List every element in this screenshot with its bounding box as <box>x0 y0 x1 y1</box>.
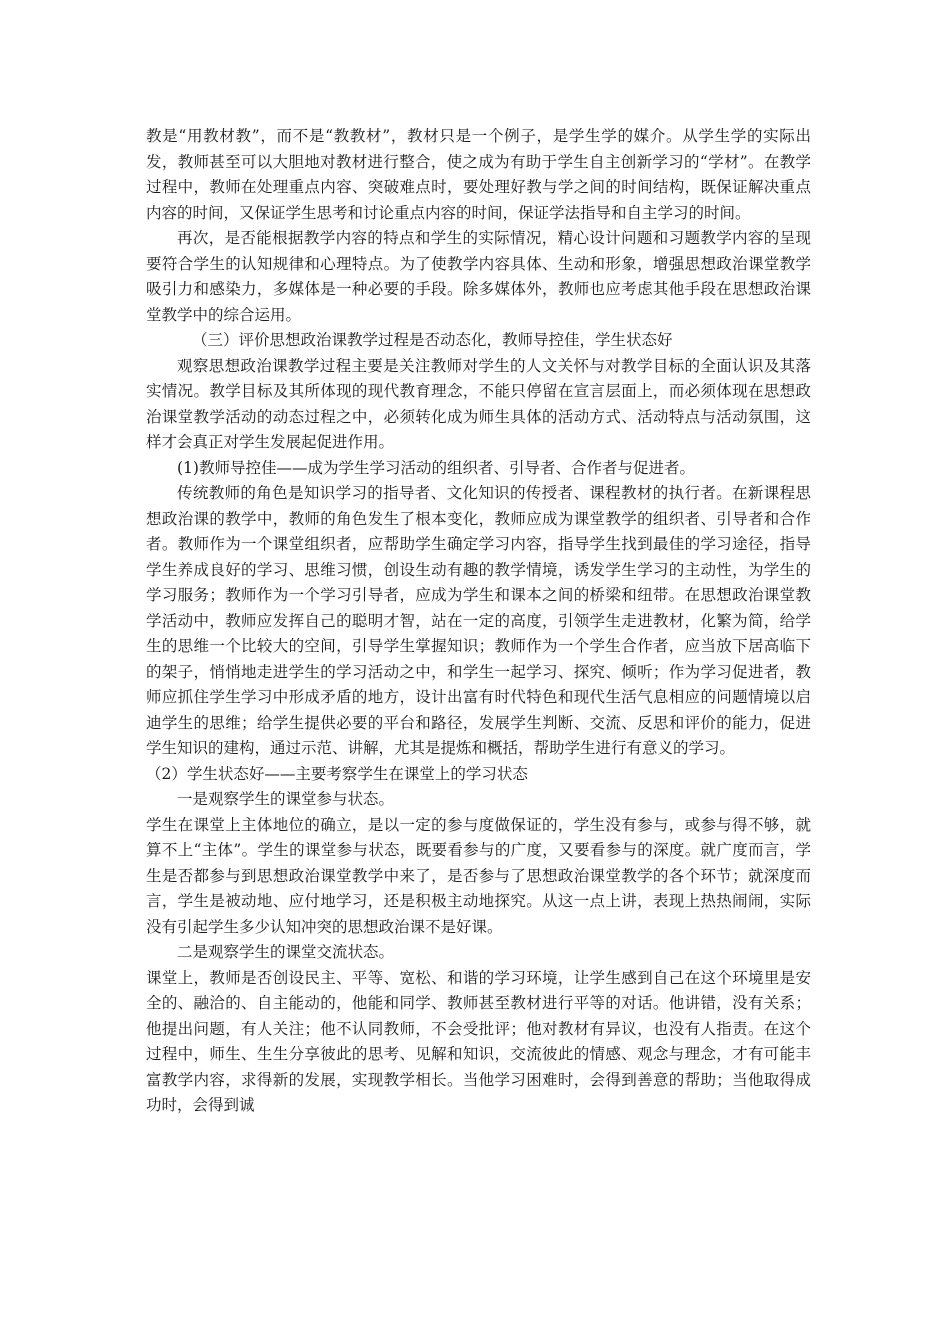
body-paragraph: 观察思想政治课教学过程主要是关注教师对学生的人文关怀与对教学目标的全面认识及其落实情况。教学目标及其所体现的现代教育理念，不能只停留在宣言层面上，而必须体现在思想政治课堂教学活动的动态过程之中，必须转化成为师生具体的活动方式、活动特点与活动氛围，这样才会真正对学生发展起促进作用。 <box>146 356 811 451</box>
subsection-heading: (1)教师导控佳——成为学生学习活动的组织者、引导者、合作者与促进者。 <box>177 458 695 477</box>
body-paragraph: 传统教师的角色是知识学习的指导者、文化知识的传授者、课程教材的执行者。在新课程思想政治课的教学中，教师的角色发生了根本变化，教师应成为课堂教学的组织者、引导者和合作者。教师作为一个课堂组织者，应帮助学生确定学习内容，指导学生找到最佳的学习途径，指导学生养成良好的学习、思维习惯，创设生动有趣的教学情境，诱发学生学习的主动性，为学生的学习服务；教师作为一个学习引导者，应成为学生和课本之间的桥梁和纽带。在思想政治课堂教学活动中，教师应发挥自己的聪明才智，站在一定的高度，引领学生走进教材，化繁为简，给学生的思维一个比较大的空间，引导学生掌握知识；教师作为一个学生合作者，应当放下居高临下的架子，悄悄地走进学生的学习活动之中，和学生一起学习、探究、倾听；作为学习促进者，教师应抓住学生学习中形成矛盾的地方，设计出富有时代特色和现代生活气息相应的问题情境以启迪学生的思维；给学生提供必要的平台和路径，发展学生判断、交流、反思和评价的能力，促进学生知识的建构，通过示范、讲解，尤其是提炼和概括，帮助学生进行有意义的学习。 <box>146 484 811 757</box>
document-page <box>146 124 811 1119</box>
point-heading: 二是观察学生的课堂交流状态。 <box>177 943 395 961</box>
body-paragraph: 课堂上，教师是否创设民主、平等、宽松、和谐的学习环境，让学生感到自己在这个环境里是安全的、融洽的、自主能动的，他能和同学、教师甚至教材进行平等的对话。他讲错，没有关系；他提出问题，有人关注；他不认同教师，不会受批评；他对教材有异议，也没有人指责。在这个过程中，师生、生生分享彼此的思考、见解和知识，交流彼此的情感、观念与理念，才有可能丰富教学内容，求得新的发展，实现教学相长。当他学习困难时，会得到善意的帮助；当他取得成功时，会得到诚 <box>146 968 811 1114</box>
subsection-heading: （2）学生状态好——主要考察学生在课堂上的学习状态 <box>146 764 528 783</box>
body-paragraph: 再次，是否能根据教学内容的特点和学生的实际情况，精心设计问题和习题教学内容的呈现要符合学生的认知规律和心理特点。为了使教学内容具体、生动和形象，增强思想政治课堂教学吸引力和感染力，多媒体是一种必要的手段。除多媒体外，教师也应考虑其他手段在思想政治课堂教学中的综合运用。 <box>146 229 811 324</box>
point-heading: 一是观察学生的课堂参与状态。 <box>177 790 395 808</box>
body-paragraph: 学生在课堂上主体地位的确立，是以一定的参与度做保证的，学生没有参与，或参与得不够，就算不上“主体”。学生的课堂参与状态，既要看参与的广度，又要看参与的深度。就广度而言，学生是否都参与到思想政治课堂教学中来了，是否参与了思想政治课堂教学的各个环节；就深度而言，学生是被动地、应付地学习，还是积极主动地探究。从这一点上讲，表现上热热闹闹，实际没有引起学生多少认知冲突的思想政治课不是好课。 <box>146 815 811 936</box>
section-heading: （三）评价思想政治课教学过程是否动态化，教师导控佳，学生状态好 <box>192 331 673 349</box>
body-paragraph: 教是“用教材教”，而不是“教教材”，教材只是一个例子，是学生学的媒介。从学生学的实际出发，教师甚至可以大胆地对教材进行整合，使之成为有助于学生自主创新学习的“学材”。在教学过程中，教师在处理重点内容、突破难点时，要处理好教与学之间的时间结构，既保证解决重点内容的时间，又保证学生思考和讨论重点内容的时间，保证学法指导和自主学习的时间。 <box>146 127 811 222</box>
